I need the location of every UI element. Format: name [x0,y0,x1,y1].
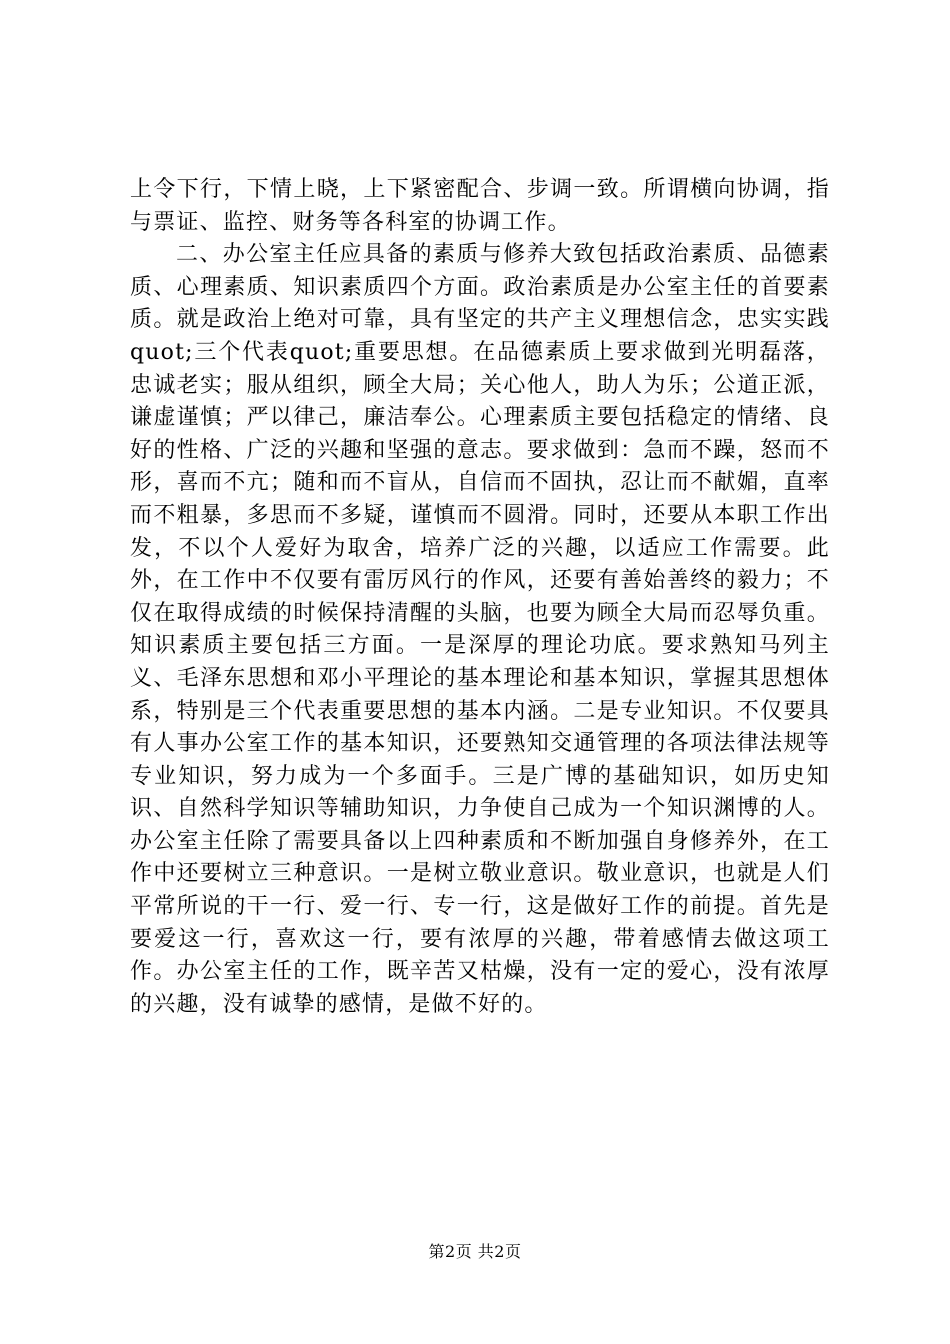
page-number-footer: 第2页 共2页 [428,1242,522,1261]
body-text [130,174,830,1021]
paragraph-qualities: 二、办公室主任应具备的素质与修养大致包括政治素质、品德素质、心理素质、知识素质四个方面。政治素质是办公室主任的首要素质。就是政治上绝对可靠，具有坚定的共产主义理想信念，忠实实践quot;三个代表quot;重要思想。在品德素质上要求做到光明磊落，忠诚老实；服从组织，顾全大局；关心他人，助人为乐；公道正派，谦虚谨慎；严以律己，廉洁奉公。心理素质主要包括稳定的情绪、良好的性格、广泛的兴趣和坚强的意志。要求做到：急而不躁，怒而不形，喜而不亢；随和而不盲从，自信而不固执，忍让而不献媚，直率而不粗暴，多思而不多疑，谨慎而不圆滑。同时，还要从本职工作出发，不以个人爱好为取舍，培养广泛的兴趣，以适应工作需要。此外，在工作中不仅要有雷厉风行的作风，还要有善始善终的毅力；不仅在取得成绩的时候保持清醒的头脑，也要为顾全大局而忍辱负重。知识素质主要包括三方面。一是深厚的理论功底。要求熟知马列主义、毛泽东思想和邓小平理论的基本理论和基本知识，掌握其思想体系，特别是三个代表重要思想的基本内涵。二是专业知识。不仅要具有人事办公室工作的基本知识，还要熟知交通管理的各项法律法规等专业知识，努力成为一个多面手。三是广博的基础知识，如历史知识、自然科学知识等辅助知识，力争使自己成为一个知识渊博的人。办公室主任除了需要具备以上四种素质和不断加强自身修养外，在工作中还要树立三种意识。一是树立敬业意识。敬业意识，也就是人们平常所说的干一行、爱一行、专一行，这是做好工作的前提。首先是要爱这一行，喜欢这一行，要有浓厚的兴趣，带着感情去做这项工作。办公室主任的工作，既辛苦又枯燥，没有一定的爱心，没有浓厚的兴趣，没有诚挚的感情，是做不好的。 [130,242,830,1017]
paragraph-continuation: 上令下行，下情上晓，上下紧密配合、步调一致。所谓横向协调，指与票证、监控、财务等各科室的协调工作。 [130,177,830,235]
